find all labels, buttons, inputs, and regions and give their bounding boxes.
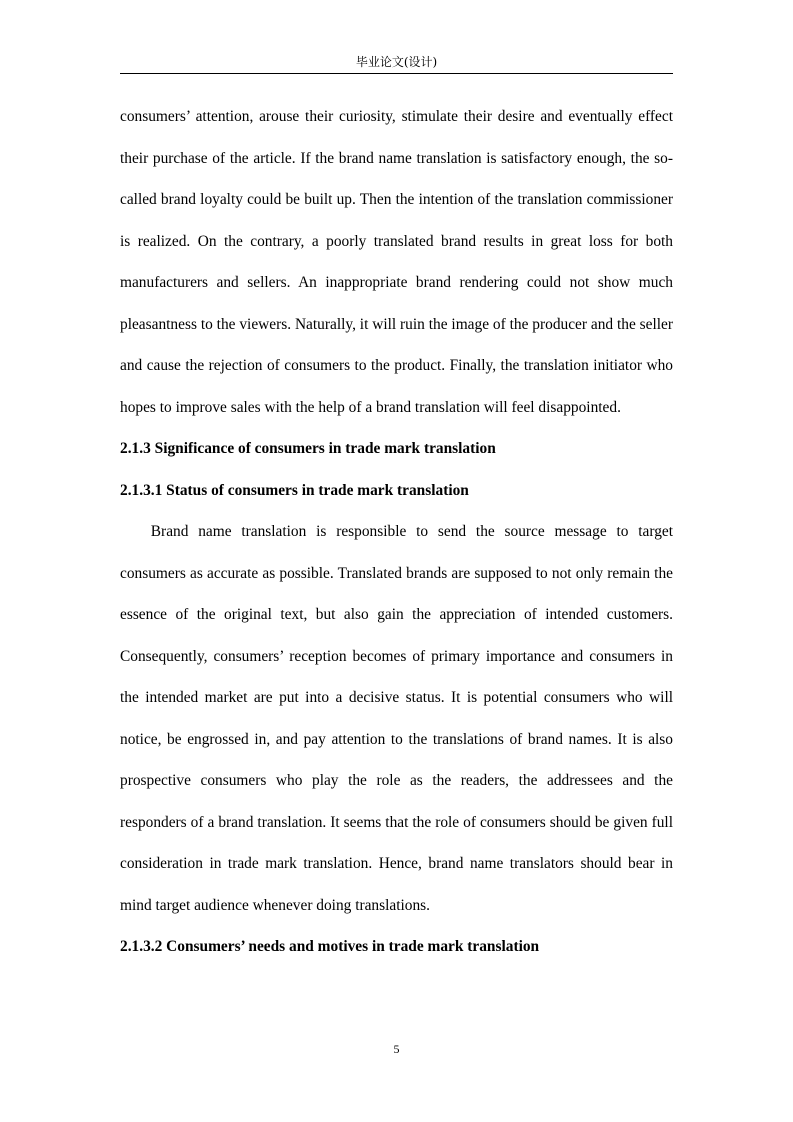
page-content <box>120 96 673 968</box>
body-paragraph: Brand name translation is responsible to send the source message to target consumers as accurate as possible. Translated brands are supposed to not only remain the essence of the original text, but also gain the appreciation of intended customers. Consequently, consumers’ reception becomes of primary importance and consumers in the intended market are put into a decisive status. It is potential consumers who will notice, be engrossed in, and pay attention to the translations of brand names. It is also prospective consumers who play the role as the readers, the addressees and the responders of a brand translation. It seems that the role of consumers should be given full consideration in trade mark translation. Hence, brand name translators should bear in mind target audience whenever doing translations. <box>120 523 673 914</box>
section-heading: 2.1.3 Significance of consumers in trade mark translation <box>120 440 496 457</box>
body-paragraph: consumers’ attention, arouse their curiosity, stimulate their desire and eventually effect their purchase of the article. If the brand name translation is satisfactory enough, the so-called brand loyalty could be built up. Then the intention of the translation commissioner is realized. On the contrary, a poorly translated brand results in great loss for both manufacturers and sellers. An inappropriate brand rendering could not show much pleasantness to the viewers. Naturally, it will ruin the image of the producer and the seller and cause the rejection of consumers to the product. Finally, the translation initiator who hopes to improve sales with the help of a brand translation will feel disappointed. <box>120 108 673 416</box>
page-number: 5 <box>393 1042 400 1056</box>
running-header: 毕业论文(设计) <box>355 55 438 69</box>
header-divider <box>120 73 673 74</box>
subsection-heading: 2.1.3.1 Status of consumers in trade mark translation <box>120 481 469 499</box>
subsection-heading: 2.1.3.2 Consumers’ needs and motives in trade mark translation <box>120 938 540 955</box>
